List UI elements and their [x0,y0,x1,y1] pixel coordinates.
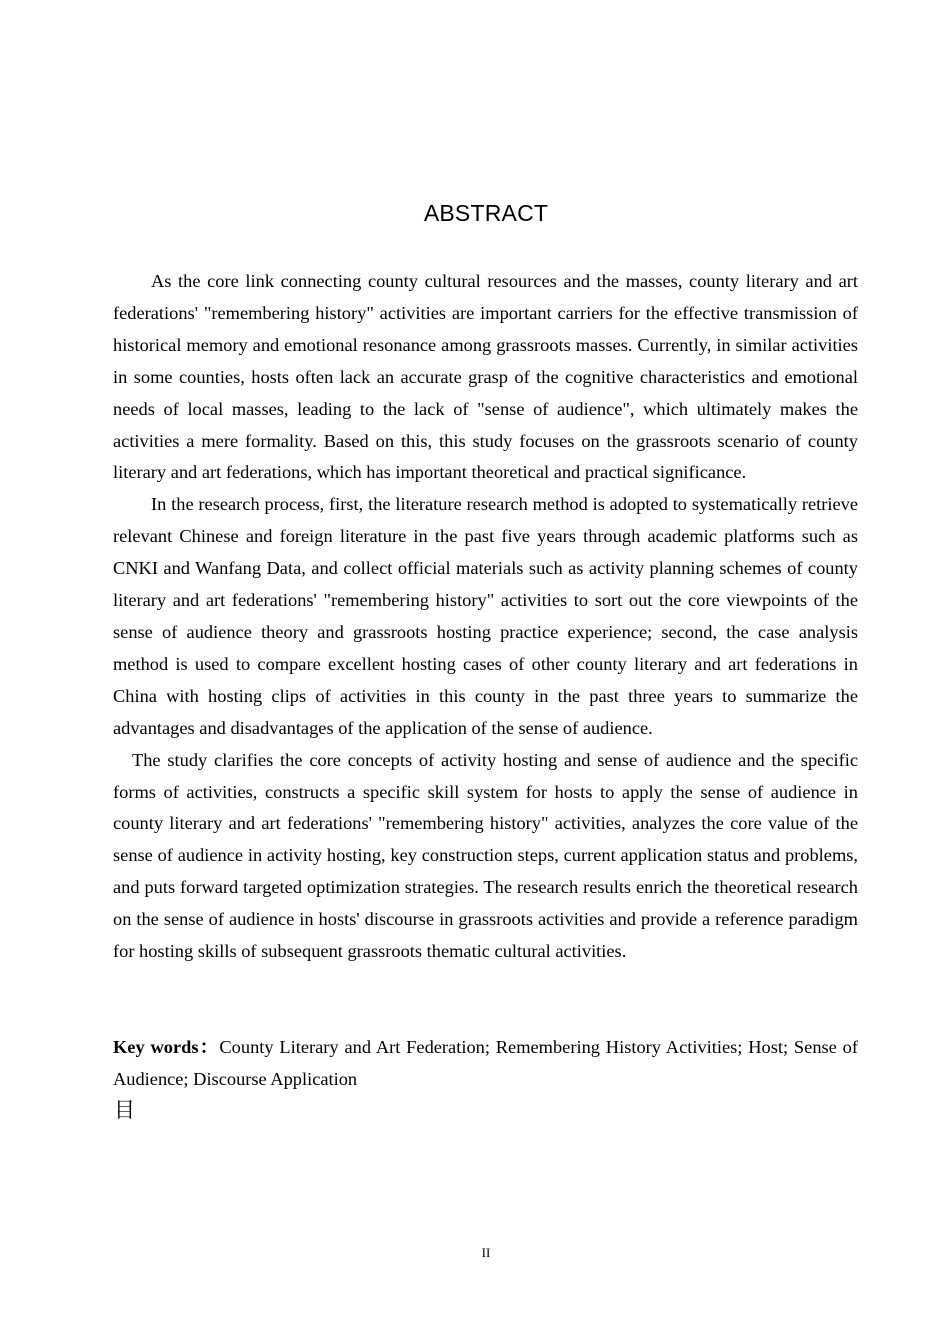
keywords-label: Key words： [113,1037,220,1057]
page-number: II [481,1245,491,1260]
keywords-section [113,1032,858,1096]
abstract-paragraph-2: In the research process, first, the literature research method is adopted to systematically retrieve relevant Chinese and foreign literature in the past five years through academic platforms such as CNKI and Wanfang Data, and collect official materials such as activity planning schemes of county literary and art federations' "remembering history" activities to sort out the core viewpoints of the sense of audience theory and grassroots hosting practice experience; second, the case analysis method is used to compare excellent hosting cases of other county literary and art federations in China with hosting clips of activities in this county in the past three years to summarize the advantages and disadvantages of the application of the sense of audience. [113,494,858,738]
abstract-title: ABSTRACT [423,200,549,226]
abstract-paragraph-3: The study clarifies the core concepts of activity hosting and sense of audience and the specific forms of activities, constructs a specific skill system for hosts to apply the sense of audience in county literary and art federations' "remembering history" activities, analyzes the core value of the sense of audience in activity hosting, key construction steps, current application status and problems, and puts forward targeted optimization strategies. The research results enrich the theoretical research on the sense of audience in hosts' discourse in grassroots activities and provide a reference paradigm for hosting skills of subsequent grassroots thematic cultural activities. [113,749,858,962]
keywords-text: County Literary and Art Federation; Remembering History Activities; Host; Sense of Audience; Discourse Application [113,1037,858,1089]
abstract-body [113,266,858,968]
toc-heading-fragment: 目 [114,1098,135,1122]
abstract-paragraph-1: As the core link connecting county cultural resources and the masses, county literary and art federations' "remembering history" activities are important carriers for the effective transmission of historical memory and emotional resonance among grassroots masses. Currently, in similar activities in some counties, hosts often lack an accurate grasp of the cognitive characteristics and emotional needs of local masses, leading to the lack of "sense of audience", which ultimately makes the activities a mere formality. Based on this, this study focuses on the grassroots scenario of county literary and art federations, which has important theoretical and practical significance. [113,271,858,483]
